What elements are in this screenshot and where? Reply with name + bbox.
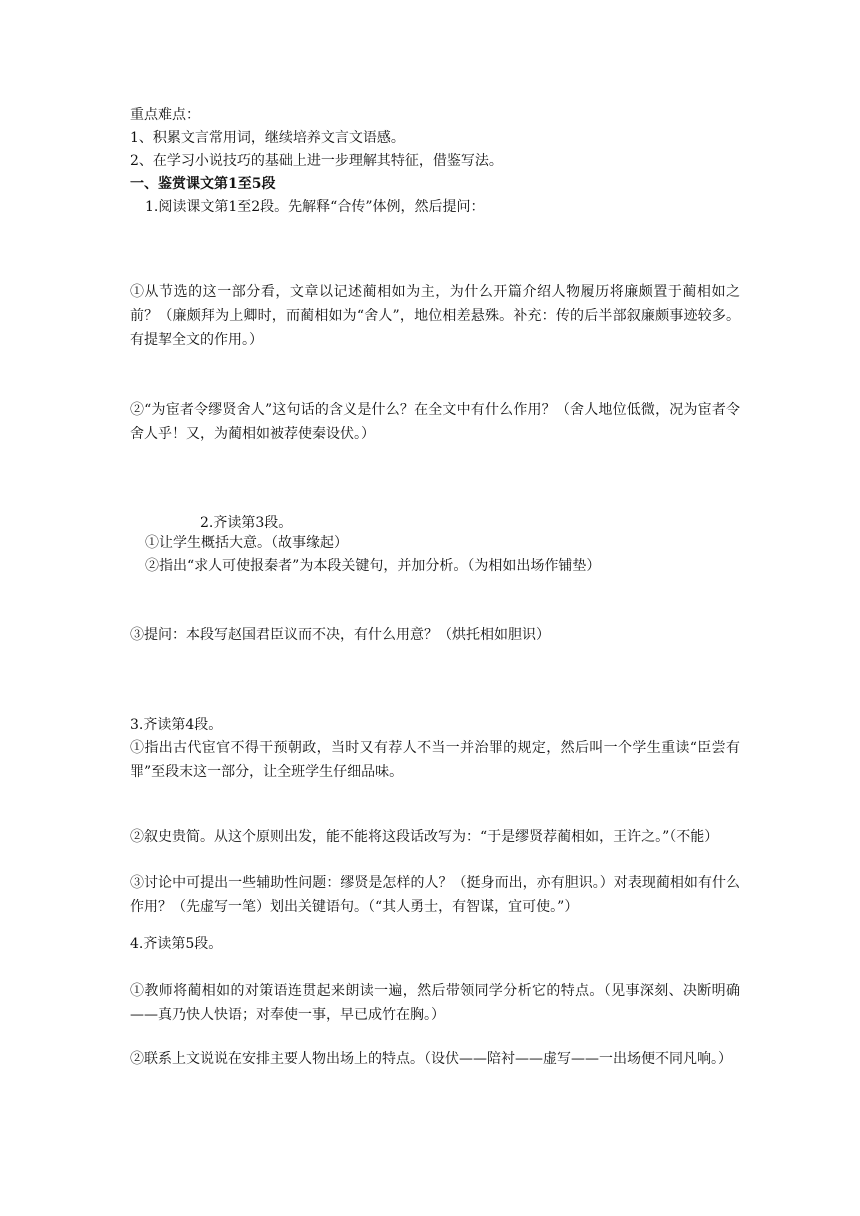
focus-title: 重点难点： <box>130 107 200 123</box>
step-3-item-a: ①指出古代宦官不得干预朝政，当时又有荐人不当一并治罪的规定，然后叫一个学生重读“臣尝有罪”至段末这一部分，让全班学生仔细品味。 <box>130 740 740 780</box>
question-1: ①从节选的这一部分看，文章以记述蔺相如为主，为什么开篇介绍人物履历将廉颇置于蔺相如之前？（廉颇拜为上卿时，而蔺相如为“舍人”，地位相差悬殊。补充：传的后半部叙廉颇事迹较多。有提挈全文的作用。） <box>130 284 740 348</box>
step-3-item-b: ②叙史贵简。从这个原则出发，能不能将这段话改写为：“于是缪贤荐蔺相如，王许之。”（不能） <box>130 829 719 845</box>
step-2-item-c: ③提问：本段写赵国君臣议而不决，有什么用意？（烘托相如胆识） <box>130 627 550 643</box>
step-2-item-b: ②指出“求人可使报秦者”为本段关键句，并加分析。（为相如出场作铺垫） <box>145 558 601 574</box>
question-2: ②“为宦者令缪贤舍人”这句话的含义是什么？在全文中有什么作用？（舍人地位低微，况为宦者令舍人乎！又，为蔺相如被荐使秦设伏。） <box>130 402 740 442</box>
step-4-item-b: ②联系上文说说在安排主要人物出场上的特点。（设伏——陪衬——虚写——一出场便不同凡响。） <box>130 1051 732 1067</box>
step-1-intro: 1.阅读课文第1至2段。先解释“合传”体例，然后提问： <box>145 199 485 215</box>
step-4-heading: 4.齐读第5段。 <box>130 936 223 952</box>
focus-item-2: 2、在学习小说技巧的基础上进一步理解其特征，借鉴写法。 <box>130 153 503 169</box>
step-4-item-a: ①教师将蔺相如的对策语连贯起来朗读一遍，然后带领同学分析它的特点。（见事深刻、决断明确——真乃快人快语；对奉使一事，早已成竹在胸。） <box>130 983 740 1023</box>
focus-item-1: 1、积累文言常用词，继续培养文言文语感。 <box>130 130 405 146</box>
step-3-item-c: ③讨论中可提出一些辅助性问题：缪贤是怎样的人？（挺身而出，亦有胆识。）对表现蔺相如有什么作用？（先虚写一笔）划出关键语句。（“其人勇士，有智谋，宜可使。”） <box>130 875 740 915</box>
section-1-heading: 一、鉴赏课文第1至5段 <box>130 176 276 192</box>
step-2-item-a: ①让学生概括大意。（故事缘起） <box>145 535 348 551</box>
step-3-heading: 3.齐读第4段。 <box>130 717 223 733</box>
step-2-heading: 2.齐读第3段。 <box>200 515 293 531</box>
